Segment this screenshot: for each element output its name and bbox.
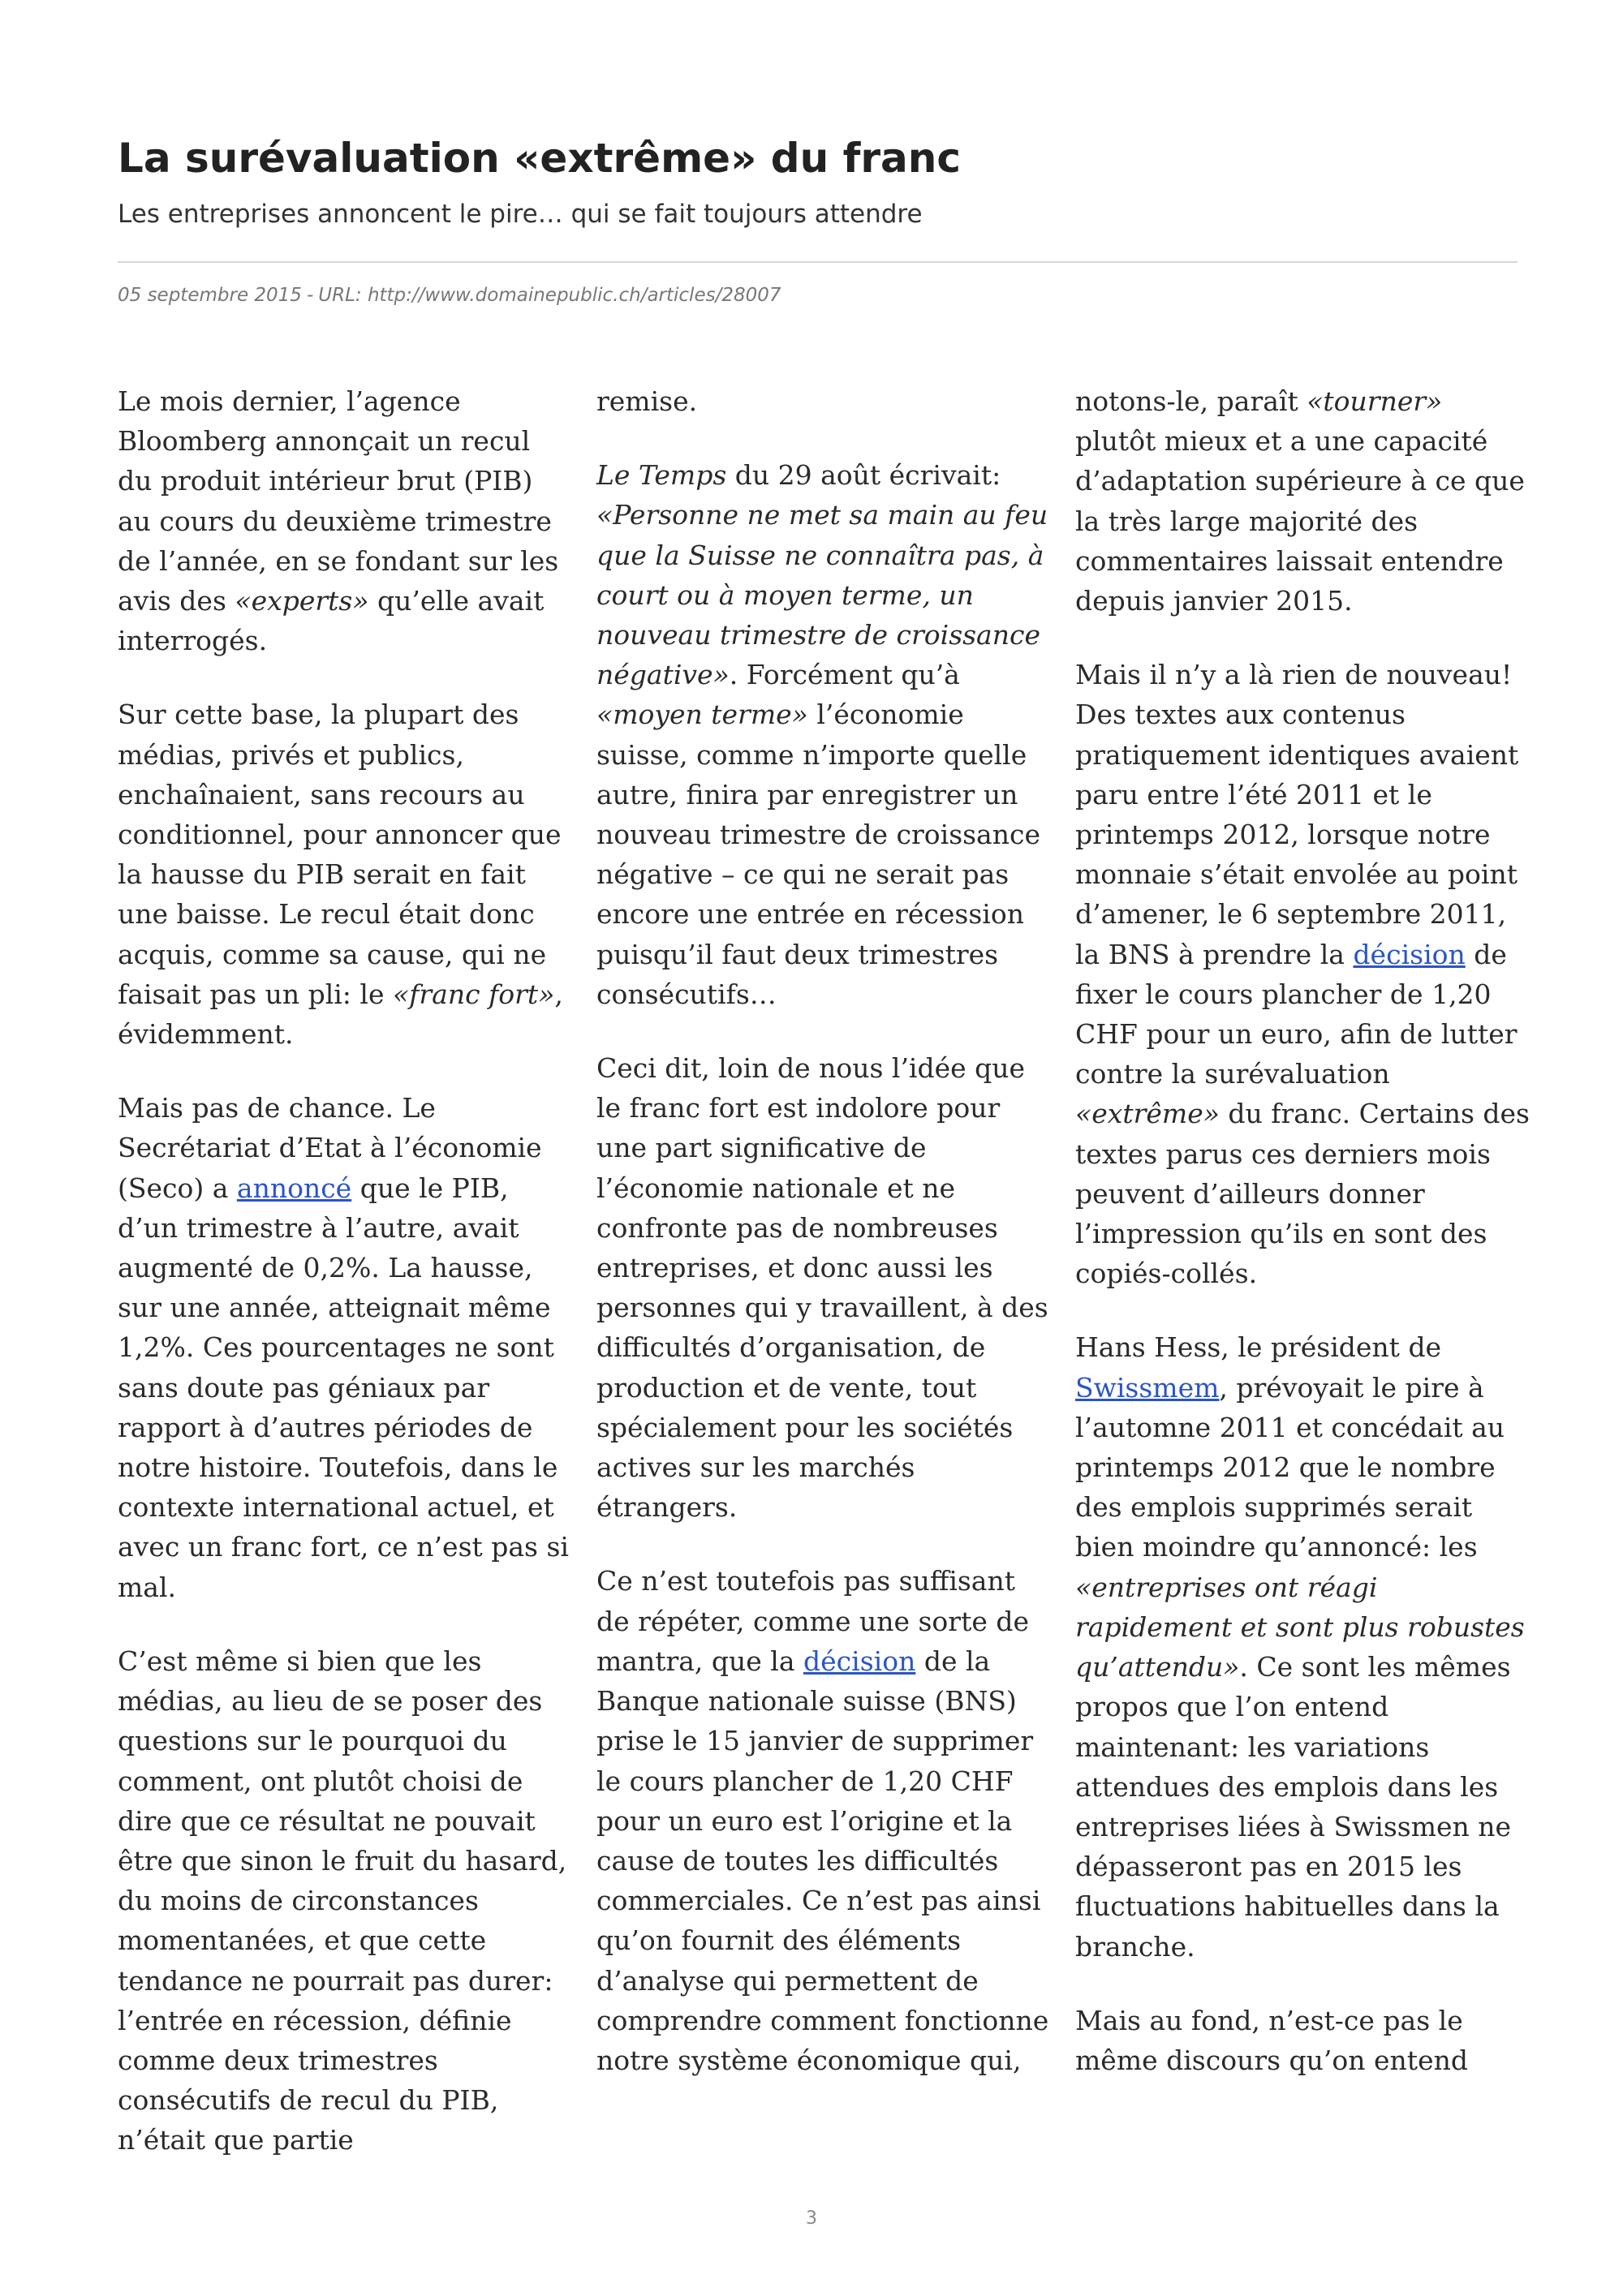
- header-divider: [118, 261, 1518, 263]
- link-swissmem[interactable]: Swissmem: [1075, 1371, 1220, 1404]
- paragraph: remise.: [596, 385, 698, 417]
- meta-separator: -: [306, 285, 314, 306]
- link-decision-2011[interactable]: décision: [1353, 938, 1466, 970]
- page-number: 3: [806, 2208, 817, 2229]
- paragraph: Mais il n’y a là rien de nouveau! Des textes aux contenus pratiquement identiques avaient paru entre l’été 2011 et le printemps 2012, lorsque notre monnaie s’était envolée au point d’amener, le 6 septembre 2011, la BNS à prendre la décision de fixer le cours plancher de 1,20 CHF pour un euro, afin de lutter contre la surévaluation «extrême» du franc. Certains des textes parus ces derniers mois peuvent d’ailleurs donner l’impression qu’ils en sont des copiés-collés.: [1075, 659, 1530, 1290]
- paragraph: C’est même si bien que les médias, au lieu de se poser des questions sur le pourquoi du comment, ont plutôt choisi de dire que ce résultat ne pouvait être que sinon le fruit du hasard, du moins de circonstances momentanées, et que cette tendance ne pourrait pas durer: l’entrée en récession, définie comme deux trimestres consécutifs de recul du PIB, n’était que partie: [118, 1645, 567, 2156]
- link-annonce[interactable]: annoncé: [236, 1172, 352, 1204]
- paragraph: Le Temps du 29 août écrivait: «Personne ne met sa main au feu que la Suisse ne connaîtra pas, à court ou à moyen terme, un nouveau trimestre de croissance négative». Forcément qu’à «moyen terme» l’économie suisse, comme n’importe quelle autre, finira par enregistrer un nouveau trimestre de croissance négative – ce qui ne serait pas encore une entrée en récession puisqu’il faut deux trimestres consécutifs…: [596, 459, 1048, 1010]
- paragraph: Ceci dit, loin de nous l’idée que le franc fort est indolore pour une part significative de l’économie nationale et ne confronte pas de nombreuses entreprises, et donc aussi les personnes qui y travaillent, à des difficultés d’organisation, de production et de vente, tout spécialement pour les sociétés actives sur les marchés étrangers.: [596, 1052, 1048, 1524]
- paragraph: Ce n’est toutefois pas suffisant de répéter, comme une sorte de mantra, que la décision de la Banque nationale suisse (BNS) prise le 15 janvier de supprimer le cours plancher de 1,20 CHF pour un euro est l’origine et la cause de toutes les difficultés commerciales. Ce n’est pas ainsi qu’on fournit des éléments d’analyse qui permettent de comprendre comment fonctionne notre système économique qui,: [596, 1565, 1049, 2076]
- paragraph: Mais au fond, n’est-ce pas le même discours qu’on entend: [1075, 2004, 1468, 2076]
- article-meta: [118, 282, 1518, 308]
- text-column-3: [1075, 381, 1530, 2114]
- text-column-1: [118, 381, 572, 2195]
- link-decision-bns[interactable]: décision: [803, 1645, 916, 1677]
- article-subtitle: Les entreprises annoncent le pire… qui se fait toujours attendre: [118, 200, 923, 229]
- article-header: [118, 130, 1518, 308]
- text-column-2: [596, 381, 1051, 2114]
- article-url: URL: http://www.domainepublic.ch/articles/28007: [318, 285, 781, 306]
- article-title: La surévaluation «extrême» du franc: [118, 135, 961, 182]
- paragraph: Mais pas de chance. Le Secrétariat d’Etat à l’économie (Seco) a annoncé que le PIB, d’un trimestre à l’autre, avait augmenté de 0,2%. La hausse, sur une année, atteignait même 1,2%. Ces pourcentages ne sont sans doute pas géniaux par rapport à d’autres périodes de notre histoire. Toutefois, dans le contexte international actuel, et avec un franc fort, ce n’est pas si mal.: [118, 1092, 569, 1603]
- paragraph: Sur cette base, la plupart des médias, privés et publics, enchaînaient, sans recours au conditionnel, pour annoncer que la hausse du PIB serait en fait une baisse. Le recul était donc acquis, comme sa cause, qui ne faisait pas un pli: le «franc fort», évidemment.: [118, 699, 563, 1051]
- paragraph: Le mois dernier, l’agence Bloomberg annonçait un recul du produit intérieur brut (PIB) au cours du deuxième trimestre de l’année, en se fondant sur les avis des «experts» qu’elle avait interrogés.: [118, 385, 559, 657]
- paragraph: Hans Hess, le président de Swissmem, prévoyait le pire à l’automne 2011 et concédait au printemps 2012 que le nombre des emplois supprimés serait bien moindre qu’annoncé: les «entreprises ont réagi rapidement et sont plus robustes qu’attendu». Ce sont les mêmes propos que l’on entend maintenant: les variations attendues des emplois dans les entreprises liées à Swissmen ne dépasseront pas en 2015 les fluctuations habituelles dans la branche.: [1075, 1331, 1525, 1963]
- article-date: 05 septembre 2015: [118, 285, 302, 306]
- paragraph: notons-le, paraît «tourner» plutôt mieux et a une capacité d’adaptation supérieure à ce que la très large majorité des commentaires laissait entendre depuis janvier 2015.: [1075, 385, 1525, 617]
